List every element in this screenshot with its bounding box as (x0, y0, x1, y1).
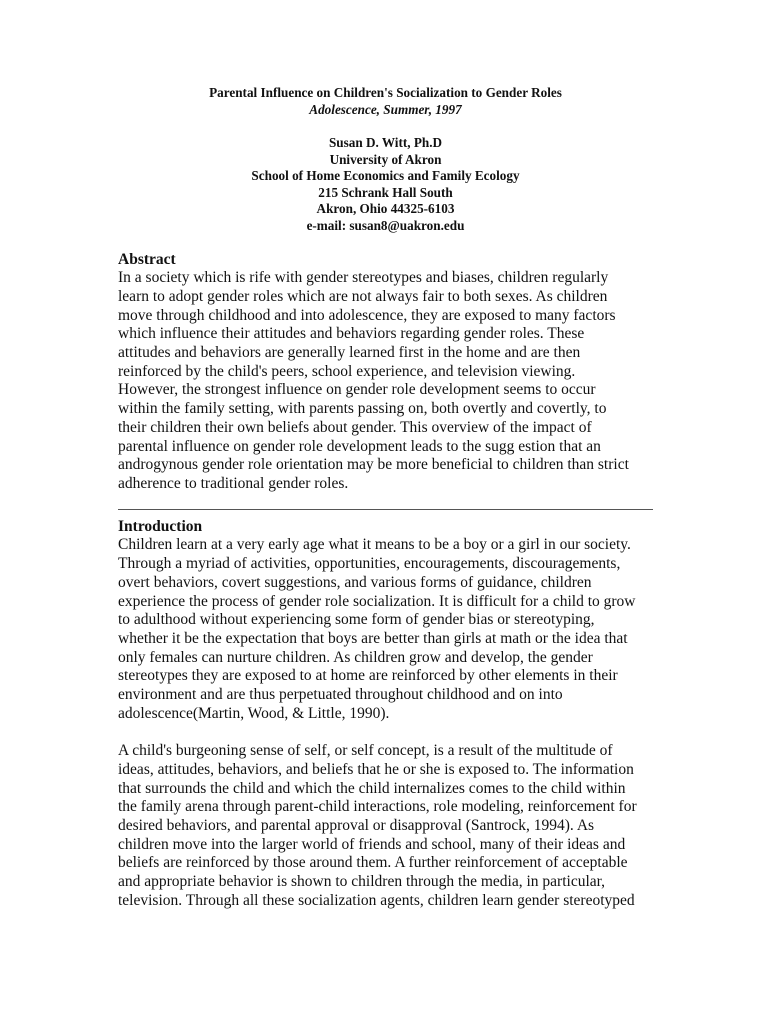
introduction-heading: Introduction (118, 517, 203, 535)
text-line: their children their own beliefs about gender. This overview of the impact of (118, 418, 592, 436)
text-line: that surrounds the child and which the child internalizes comes to the child within (118, 779, 626, 797)
author-school: School of Home Economics and Family Ecology (251, 168, 520, 184)
text-line: learn to adopt gender roles which are not always fair to both sexes. As children (118, 287, 608, 305)
text-line: experience the process of gender role socialization. It is difficult for a child to grow (118, 592, 636, 610)
text-line: However, the strongest influence on gender role development seems to occur (118, 381, 596, 399)
text-line: In a society which is rife with gender stereotypes and biases, children regularly (118, 269, 609, 287)
text-line: overt behaviors, covert suggestions, and various forms of guidance, children (118, 573, 592, 591)
text-line: the family arena through parent-child interactions, role modeling, reinforcement for (118, 798, 637, 816)
text-line: beliefs are reinforced by those around them. A further reinforcement of acceptable (118, 854, 628, 872)
author-email: e-mail: susan8@uakron.edu (306, 217, 465, 233)
text-line: television. Through all these socialization agents, children learn gender stereotyped (118, 891, 635, 909)
abstract-heading: Abstract (118, 250, 176, 268)
article-source: Adolescence, Summer, 1997 (309, 101, 462, 117)
text-line: reinforced by the child's peers, school experience, and television viewing. (118, 362, 576, 380)
introduction-paragraph-1 (118, 536, 653, 723)
text-line: parental influence on gender role development leads to the sugg estion that an (118, 437, 601, 455)
author-name: Susan D. Witt, Ph.D (328, 135, 443, 150)
text-line: Children learn at a very early age what it means to be a boy or a girl in our society. (118, 536, 631, 554)
author-city: Akron, Ohio 44325-6103 (316, 201, 455, 217)
abstract-paragraph (118, 269, 653, 493)
introduction-section (118, 518, 653, 911)
author-block (118, 135, 653, 235)
title-block (118, 85, 653, 118)
text-line: which influence their attitudes and behaviors regarding gender roles. These (118, 325, 585, 343)
text-line: ideas, attitudes, behaviors, and beliefs that he or she is exposed to. The information (118, 760, 634, 778)
author-street: 215 Schrank Hall South (318, 184, 453, 200)
text-line: androgynous gender role orientation may be more beneficial to children than strict (118, 456, 629, 474)
text-line: adherence to traditional gender roles. (118, 475, 349, 492)
text-line: stereotypes they are exposed to at home are reinforced by other elements in their (118, 667, 618, 685)
text-line: Through a myriad of activities, opportunities, encouragements, discouragements, (118, 555, 621, 573)
text-line: environment and are thus perpetuated throughout childhood and on into (118, 686, 563, 704)
abstract-section (118, 251, 653, 494)
text-line: adolescence(Martin, Wood, & Little, 1990). (118, 704, 390, 722)
article-title: Parental Influence on Children's Socialization to Gender Roles (209, 85, 562, 100)
text-line: move through childhood and into adolescence, they are exposed to many factors (118, 306, 616, 324)
text-line: only females can nurture children. As children grow and develop, the gender (118, 648, 593, 666)
text-line: children move into the larger world of friends and school, many of their ideas and (118, 835, 626, 853)
text-line: A child's burgeoning sense of self, or self concept, is a result of the multitude of (118, 742, 613, 760)
paragraph-gap (118, 723, 653, 742)
text-line: and appropriate behavior is shown to children through the media, in particular, (118, 873, 606, 891)
text-line: to adulthood without experiencing some form of gender bias or stereotyping, (118, 611, 595, 629)
section-divider (118, 509, 653, 510)
introduction-paragraph-2 (118, 742, 653, 910)
text-line: whether it be the expectation that boys are better than girls at math or the idea that (118, 629, 628, 647)
author-university: University of Akron (329, 151, 442, 167)
text-line: attitudes and behaviors are generally learned first in the home and are then (118, 344, 581, 362)
text-line: desired behaviors, and parental approval or disapproval (Santrock, 1994). As (118, 816, 595, 834)
text-line: within the family setting, with parents passing on, both overtly and covertly, to (118, 400, 607, 418)
